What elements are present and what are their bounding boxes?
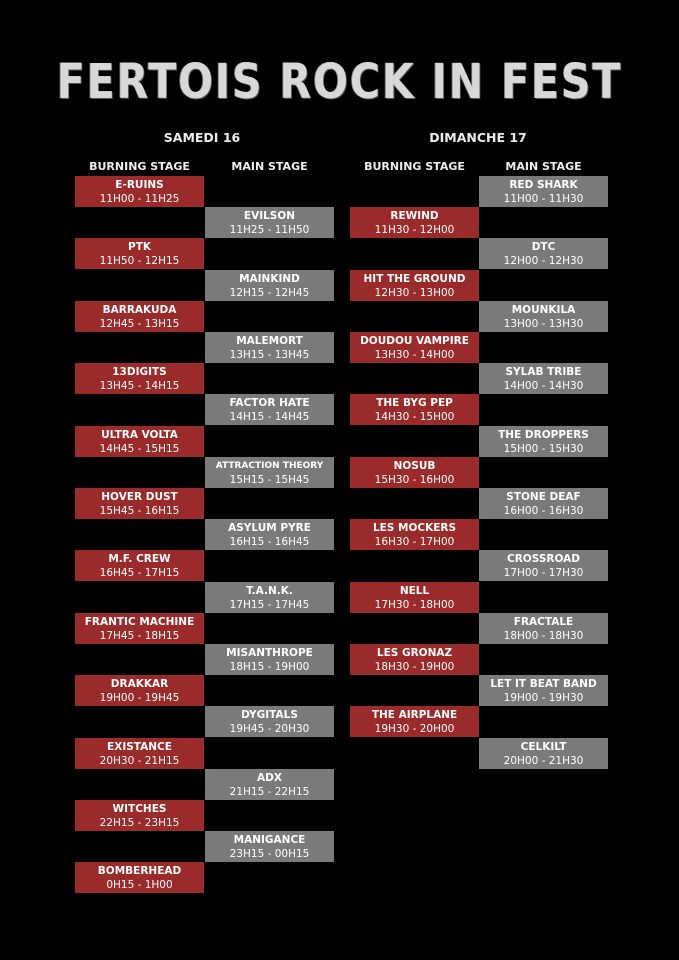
slot-time: 16H00 - 16H30 xyxy=(503,504,584,517)
slot-time: 23H15 - 00H15 xyxy=(229,847,310,860)
band-name: LES GRONAZ xyxy=(376,646,453,659)
day-label-sunday: DIMANCHE 17 xyxy=(429,130,527,145)
band-name: FRACTALE xyxy=(513,615,574,628)
slot-time: 12H45 - 13H15 xyxy=(99,317,180,330)
band-name: BARRAKUDA xyxy=(102,303,177,316)
slot-time: 13H00 - 13H30 xyxy=(503,317,584,330)
band-name: ASYLUM PYRE xyxy=(228,521,311,534)
slot-sunday-burning xyxy=(350,394,479,425)
band-name: DRAKKAR xyxy=(110,677,169,690)
band-name: MISANTHROPE xyxy=(226,646,313,659)
slot-time: 13H15 - 13H45 xyxy=(229,348,310,361)
day-label-saturday: SAMEDI 16 xyxy=(163,130,241,145)
band-name: MAINKIND xyxy=(239,272,300,285)
band-name: THE BYG PEP xyxy=(376,396,453,409)
slot-saturday-burning xyxy=(75,550,204,581)
band-name: REWIND xyxy=(390,209,439,222)
slot-time: 20H30 - 21H15 xyxy=(99,754,180,767)
band-name: WITCHES xyxy=(112,802,167,815)
band-name: M.F. CREW xyxy=(108,552,171,565)
band-name: MALEMORT xyxy=(236,334,303,347)
slot-sunday-main xyxy=(479,426,608,457)
slot-saturday-main xyxy=(205,207,334,238)
slot-saturday-main xyxy=(205,769,334,800)
band-name: E-RUINS xyxy=(115,178,164,191)
slot-time: 17H00 - 17H30 xyxy=(503,566,584,579)
stage-label-sunday-main: MAIN STAGE xyxy=(505,160,582,173)
band-name: ULTRA VOLTA xyxy=(101,428,178,441)
slot-time: 0H15 - 1H00 xyxy=(106,878,173,891)
slot-saturday-main xyxy=(205,582,334,613)
slot-saturday-main xyxy=(205,457,334,488)
band-name: NELL xyxy=(399,584,430,597)
slot-time: 17H45 - 18H15 xyxy=(99,629,180,642)
slot-time: 20H00 - 21H30 xyxy=(503,754,584,767)
slot-saturday-burning xyxy=(75,238,204,269)
band-name: 13DIGITS xyxy=(112,365,167,378)
band-name: PTK xyxy=(128,240,151,253)
slot-time: 19H00 - 19H30 xyxy=(503,691,584,704)
slot-time: 11H30 - 12H00 xyxy=(374,223,455,236)
slot-saturday-burning xyxy=(75,613,204,644)
slot-time: 15H30 - 16H00 xyxy=(374,473,455,486)
slot-time: 14H45 - 15H15 xyxy=(99,442,180,455)
slot-time: 12H30 - 13H00 xyxy=(374,286,455,299)
slot-sunday-burning xyxy=(350,332,479,363)
slot-sunday-burning xyxy=(350,270,479,301)
slot-time: 17H30 - 18H00 xyxy=(374,598,455,611)
slot-saturday-burning xyxy=(75,363,204,394)
slot-time: 15H45 - 16H15 xyxy=(99,504,180,517)
festival-title: FERTOIS ROCK IN FEST xyxy=(56,54,623,110)
stage-label-saturday-main: MAIN STAGE xyxy=(231,160,308,173)
band-name: SYLAB TRIBE xyxy=(505,365,582,378)
slot-saturday-main xyxy=(205,394,334,425)
slot-sunday-main xyxy=(479,613,608,644)
slot-time: 19H30 - 20H00 xyxy=(374,722,455,735)
slot-time: 11H00 - 11H30 xyxy=(503,192,584,205)
band-name: MOUNKILA xyxy=(511,303,576,316)
slot-time: 21H15 - 22H15 xyxy=(229,785,310,798)
slot-saturday-burning xyxy=(75,862,204,893)
stage-label-sunday-burning: BURNING STAGE xyxy=(364,160,465,173)
band-name: EVILSON xyxy=(243,209,296,222)
slot-saturday-burning xyxy=(75,800,204,831)
slot-time: 11H25 - 11H50 xyxy=(229,223,310,236)
band-name: THE AIRPLANE xyxy=(371,708,458,721)
slot-sunday-main xyxy=(479,550,608,581)
slot-time: 12H15 - 12H45 xyxy=(229,286,310,299)
slot-saturday-main xyxy=(205,706,334,737)
slot-sunday-main xyxy=(479,738,608,769)
slot-saturday-main xyxy=(205,270,334,301)
band-name: MANIGANCE xyxy=(233,833,306,846)
slot-sunday-main xyxy=(479,675,608,706)
band-name: HIT THE GROUND xyxy=(363,272,466,285)
slot-time: 19H00 - 19H45 xyxy=(99,691,180,704)
band-name: T.A.N.K. xyxy=(246,584,293,597)
slot-time: 14H00 - 14H30 xyxy=(503,379,584,392)
slot-time: 16H45 - 17H15 xyxy=(99,566,180,579)
slot-sunday-main xyxy=(479,176,608,207)
slot-sunday-burning xyxy=(350,706,479,737)
band-name: DYGITALS xyxy=(241,708,298,721)
slot-time: 15H00 - 15H30 xyxy=(503,442,584,455)
band-name: FACTOR HATE xyxy=(229,396,310,409)
slot-saturday-main xyxy=(205,644,334,675)
slot-time: 12H00 - 12H30 xyxy=(503,254,584,267)
band-name: STONE DEAF xyxy=(506,490,581,503)
band-name: ADX xyxy=(257,771,282,784)
band-name: LES MOCKERS xyxy=(372,521,457,534)
slot-saturday-main xyxy=(205,332,334,363)
slot-saturday-burning xyxy=(75,738,204,769)
slot-time: 13H45 - 14H15 xyxy=(99,379,180,392)
slot-time: 22H15 - 23H15 xyxy=(99,816,180,829)
band-name: DOUDOU VAMPIRE xyxy=(360,334,469,347)
slot-sunday-main xyxy=(479,301,608,332)
band-name: ATTRACTION THEORY xyxy=(215,460,324,471)
slot-sunday-main xyxy=(479,488,608,519)
slot-time: 14H30 - 15H00 xyxy=(374,410,455,423)
band-name: BOMBERHEAD xyxy=(97,864,182,877)
slot-time: 16H30 - 17H00 xyxy=(374,535,455,548)
slot-sunday-main xyxy=(479,238,608,269)
slot-saturday-burning xyxy=(75,176,204,207)
slot-saturday-burning xyxy=(75,488,204,519)
band-name: RED SHARK xyxy=(509,178,578,191)
slot-time: 18H15 - 19H00 xyxy=(229,660,310,673)
slot-saturday-main xyxy=(205,831,334,862)
slot-saturday-burning xyxy=(75,675,204,706)
slot-time: 18H30 - 19H00 xyxy=(374,660,455,673)
slot-saturday-main xyxy=(205,519,334,550)
slot-time: 15H15 - 15H45 xyxy=(229,473,310,486)
slot-saturday-burning xyxy=(75,426,204,457)
slot-time: 17H15 - 17H45 xyxy=(229,598,310,611)
band-name: DTC xyxy=(531,240,556,253)
slot-saturday-burning xyxy=(75,301,204,332)
slot-time: 11H50 - 12H15 xyxy=(99,254,180,267)
stage-label-saturday-burning: BURNING STAGE xyxy=(89,160,190,173)
slot-sunday-burning xyxy=(350,207,479,238)
band-name: CELKILT xyxy=(520,740,567,753)
band-name: EXISTANCE xyxy=(107,740,172,753)
slot-sunday-burning xyxy=(350,582,479,613)
band-name: HOVER DUST xyxy=(101,490,178,503)
slot-time: 14H15 - 14H45 xyxy=(229,410,310,423)
slot-sunday-burning xyxy=(350,519,479,550)
band-name: THE DROPPERS xyxy=(498,428,589,441)
slot-time: 18H00 - 18H30 xyxy=(503,629,584,642)
slot-time: 11H00 - 11H25 xyxy=(99,192,180,205)
band-name: LET IT BEAT BAND xyxy=(490,677,597,690)
slot-time: 16H15 - 16H45 xyxy=(229,535,310,548)
slot-sunday-burning xyxy=(350,644,479,675)
slot-time: 13H30 - 14H00 xyxy=(374,348,455,361)
slot-sunday-burning xyxy=(350,457,479,488)
band-name: FRANTIC MACHINE xyxy=(84,615,195,628)
band-name: CROSSROAD xyxy=(507,552,580,565)
band-name: NOSUB xyxy=(393,459,436,472)
slot-time: 19H45 - 20H30 xyxy=(229,722,310,735)
slot-sunday-main xyxy=(479,363,608,394)
